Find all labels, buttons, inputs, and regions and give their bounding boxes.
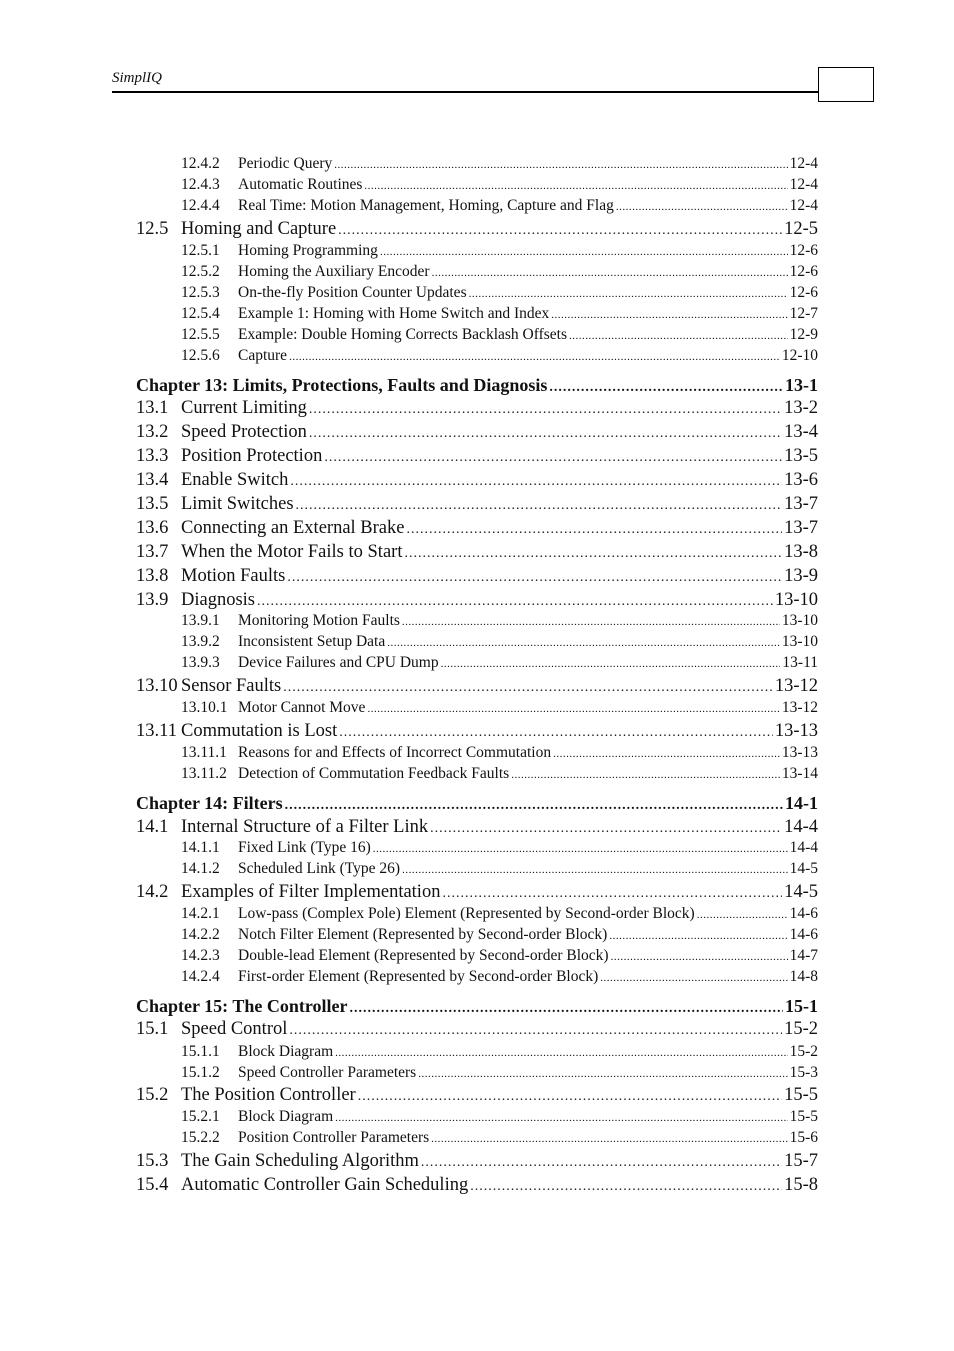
toc-entry-page: 12-9 bbox=[789, 326, 818, 343]
toc-entry-page: 13-13 bbox=[774, 721, 818, 741]
toc-entry-page: 13-8 bbox=[784, 542, 818, 562]
toc-entry-title: Double-lead Element (Represented by Second-order Block) bbox=[238, 947, 609, 964]
dot-leader bbox=[441, 658, 781, 670]
dot-leader bbox=[387, 637, 780, 649]
dot-leader bbox=[257, 594, 773, 610]
toc-entry-number: 13.11 bbox=[136, 721, 177, 741]
toc-entry[interactable] bbox=[181, 242, 818, 260]
toc-entry-page: 15-7 bbox=[784, 1151, 818, 1171]
toc-entry[interactable] bbox=[181, 1129, 818, 1147]
dot-leader bbox=[553, 748, 780, 760]
header-title: SimplIQ bbox=[112, 70, 162, 86]
toc-entry[interactable] bbox=[181, 347, 818, 365]
toc-entry-title: Detection of Commutation Feedback Faults bbox=[238, 765, 510, 782]
toc-entry[interactable] bbox=[136, 882, 818, 903]
dot-leader bbox=[430, 821, 782, 837]
toc-entry-title: Reasons for and Effects of Incorrect Commutation bbox=[238, 744, 552, 761]
toc-entry-title: Scheduled Link (Type 26) bbox=[238, 860, 401, 877]
dot-leader bbox=[290, 474, 782, 490]
toc-entry[interactable] bbox=[181, 155, 818, 173]
toc-entry-page: 12-4 bbox=[789, 155, 818, 172]
dot-leader bbox=[402, 864, 788, 876]
toc-entry-title: Internal Structure of a Filter Link bbox=[181, 817, 429, 837]
toc-entry-number: 15.1 bbox=[136, 1019, 169, 1039]
toc-entry-page: 12-4 bbox=[789, 176, 818, 193]
toc-entry-page: 13-5 bbox=[784, 446, 818, 466]
toc-entry-page: 15-8 bbox=[784, 1175, 818, 1195]
toc-entry-number: 13.11.1 bbox=[181, 744, 227, 761]
toc-entry-page: 12-7 bbox=[789, 305, 818, 322]
toc-entry-page: 13-14 bbox=[781, 765, 818, 782]
toc-entry[interactable] bbox=[181, 305, 818, 323]
toc-entry-number: 15.2.2 bbox=[181, 1129, 220, 1146]
toc-entry-title: Speed Controller Parameters bbox=[238, 1064, 417, 1081]
toc-entry-title: Examples of Filter Implementation bbox=[181, 882, 441, 902]
toc-entry-title: Commutation is Lost bbox=[181, 721, 338, 741]
dot-leader bbox=[335, 1112, 787, 1124]
toc-entry[interactable] bbox=[136, 446, 818, 467]
toc-entry-page: 13-7 bbox=[784, 518, 818, 538]
toc-entry[interactable] bbox=[136, 398, 818, 419]
dot-leader bbox=[334, 159, 787, 171]
toc-entry-page: 14-6 bbox=[789, 905, 818, 922]
toc-entry-number: 13.9.1 bbox=[181, 612, 220, 629]
toc-entry[interactable] bbox=[136, 422, 818, 443]
dot-leader bbox=[551, 309, 787, 321]
dot-leader bbox=[339, 725, 773, 741]
toc-entry[interactable] bbox=[181, 860, 818, 878]
toc-entry-title: Periodic Query bbox=[238, 155, 333, 172]
toc-entry[interactable] bbox=[181, 1043, 818, 1061]
toc-entry-title: Chapter 15: The Controller bbox=[136, 996, 348, 1016]
toc-entry-title: Position Controller Parameters bbox=[238, 1129, 430, 1146]
toc-entry-number: 12.5.3 bbox=[181, 284, 220, 301]
toc-entry-number: 13.5 bbox=[136, 494, 169, 514]
toc-entry-number: 14.1.2 bbox=[181, 860, 220, 877]
toc-entry[interactable] bbox=[181, 744, 818, 762]
toc-entry[interactable] bbox=[136, 721, 818, 742]
toc-entry-number: 15.2 bbox=[136, 1085, 169, 1105]
toc-entry-title: The Gain Scheduling Algorithm bbox=[181, 1151, 419, 1171]
toc-entry-page: 13-9 bbox=[784, 566, 818, 586]
toc-entry-number: 12.4.3 bbox=[181, 176, 220, 193]
toc-entry-page: 15-5 bbox=[789, 1108, 818, 1125]
toc-entry-number: 14.2.3 bbox=[181, 947, 220, 964]
toc-entry-page: 14-8 bbox=[789, 968, 818, 985]
toc-entry-page: 12-6 bbox=[789, 263, 818, 280]
toc-entry-page: 14-4 bbox=[784, 817, 818, 837]
dot-leader bbox=[309, 426, 782, 442]
dot-leader bbox=[616, 201, 788, 213]
toc-entry[interactable] bbox=[136, 817, 818, 838]
dot-leader bbox=[364, 180, 787, 192]
toc-entry[interactable] bbox=[136, 518, 818, 539]
toc-entry-title: Diagnosis bbox=[181, 590, 255, 610]
dot-leader bbox=[283, 680, 773, 696]
toc-entry-number: 13.4 bbox=[136, 470, 169, 490]
toc-entry-number: 13.9.3 bbox=[181, 654, 220, 671]
toc-entry-number: 12.5 bbox=[136, 219, 169, 239]
toc-entry-page: 12-6 bbox=[789, 284, 818, 301]
toc-entry[interactable] bbox=[181, 968, 818, 986]
toc-entry-title: Chapter 14: Filters bbox=[136, 793, 283, 813]
toc-entry[interactable] bbox=[136, 676, 818, 697]
toc-entry-title: On-the-fly Position Counter Updates bbox=[238, 284, 467, 301]
toc-entry-title: Sensor Faults bbox=[181, 676, 282, 696]
dot-leader bbox=[338, 223, 782, 239]
toc-entry-title: Automatic Controller Gain Scheduling bbox=[181, 1175, 469, 1195]
toc-entry[interactable] bbox=[181, 765, 818, 783]
toc-entry-title: Enable Switch bbox=[181, 470, 289, 490]
toc-entry-number: 13.8 bbox=[136, 566, 169, 586]
toc-entry[interactable] bbox=[181, 947, 818, 965]
dot-leader bbox=[350, 1001, 784, 1017]
dot-leader bbox=[287, 570, 782, 586]
toc-entry-number: 12.5.1 bbox=[181, 242, 220, 259]
toc-entry-title: Device Failures and CPU Dump bbox=[238, 654, 439, 671]
toc-entry-number: 13.10 bbox=[136, 676, 178, 696]
toc-entry-title: Capture bbox=[238, 347, 288, 364]
dot-leader bbox=[285, 798, 783, 814]
toc-entry-page: 14-5 bbox=[784, 882, 818, 902]
toc-entry-number: 12.4.2 bbox=[181, 155, 220, 172]
toc-entry[interactable] bbox=[181, 926, 818, 944]
dot-leader bbox=[470, 1179, 782, 1195]
toc-entry-page: 15-3 bbox=[789, 1064, 818, 1081]
toc-entry-title: First-order Element (Represented by Second-order Block) bbox=[238, 968, 599, 985]
toc-entry-number: 13.3 bbox=[136, 446, 169, 466]
toc-entry-title: Monitoring Motion Faults bbox=[238, 612, 400, 629]
toc-entry-page: 12-4 bbox=[789, 197, 818, 214]
toc-entry[interactable] bbox=[136, 566, 818, 587]
toc-entry-title: Position Protection bbox=[181, 446, 323, 466]
toc-entry-title: Speed Control bbox=[181, 1019, 288, 1039]
toc-entry-page: 12-5 bbox=[784, 219, 818, 239]
toc-entry-title: Notch Filter Element (Represented by Second-order Block) bbox=[238, 926, 608, 943]
dot-leader bbox=[611, 951, 788, 963]
toc-entry-page: 13-10 bbox=[781, 612, 818, 629]
dot-leader bbox=[421, 1155, 782, 1171]
toc-entry-page: 15-5 bbox=[784, 1085, 818, 1105]
toc-entry[interactable] bbox=[181, 263, 818, 281]
toc-entry[interactable] bbox=[181, 905, 818, 923]
dot-leader bbox=[569, 330, 788, 342]
toc-entry-number: 14.2.1 bbox=[181, 905, 220, 922]
toc-entry-number: 15.2.1 bbox=[181, 1108, 220, 1125]
toc-entry[interactable] bbox=[136, 470, 818, 491]
toc-entry[interactable] bbox=[136, 542, 818, 563]
toc-entry[interactable] bbox=[181, 176, 818, 194]
toc-entry[interactable] bbox=[181, 284, 818, 302]
toc-entry-number: 12.4.4 bbox=[181, 197, 220, 214]
toc-entry-page: 13-12 bbox=[781, 699, 818, 716]
dot-leader bbox=[549, 380, 783, 396]
dot-leader bbox=[697, 909, 788, 921]
toc-entry-page: 15-1 bbox=[785, 996, 818, 1016]
toc-entry[interactable] bbox=[181, 633, 818, 651]
toc-entry[interactable] bbox=[181, 654, 818, 672]
dot-leader bbox=[418, 1068, 787, 1080]
toc-entry-page: 15-2 bbox=[789, 1043, 818, 1060]
toc-entry-page: 12-6 bbox=[789, 242, 818, 259]
toc-entry-title: Homing and Capture bbox=[181, 219, 337, 239]
toc-entry-title: When the Motor Fails to Start bbox=[181, 542, 403, 562]
toc-entry-number: 13.11.2 bbox=[181, 765, 227, 782]
toc-entry[interactable] bbox=[136, 1085, 818, 1106]
toc-entry-number: 13.9.2 bbox=[181, 633, 220, 650]
toc-entry[interactable] bbox=[136, 590, 818, 611]
toc-entry-page: 12-10 bbox=[781, 347, 818, 364]
dot-leader bbox=[402, 616, 780, 628]
toc-entry-number: 13.6 bbox=[136, 518, 169, 538]
toc-entry[interactable] bbox=[136, 494, 818, 515]
dot-leader bbox=[380, 246, 788, 258]
toc-entry[interactable] bbox=[136, 1175, 818, 1196]
toc-entry-title: Homing the Auxiliary Encoder bbox=[238, 263, 430, 280]
dot-leader bbox=[432, 267, 788, 279]
toc-entry-page: 13-13 bbox=[781, 744, 818, 761]
dot-leader bbox=[600, 972, 787, 984]
toc-entry[interactable] bbox=[181, 839, 818, 857]
dot-leader bbox=[289, 1023, 782, 1039]
toc-entry-page: 13-7 bbox=[784, 494, 818, 514]
toc-entry-title: Block Diagram bbox=[238, 1108, 334, 1125]
toc-entry[interactable] bbox=[136, 219, 818, 240]
toc-entry-title: Homing Programming bbox=[238, 242, 378, 259]
toc-entry-title: Speed Protection bbox=[181, 422, 307, 442]
toc-entry-title: Example: Double Homing Corrects Backlash Offsets bbox=[238, 326, 568, 343]
toc-entry-number: 13.1 bbox=[136, 398, 169, 418]
dot-leader bbox=[442, 886, 782, 902]
toc-entry[interactable] bbox=[181, 1108, 818, 1126]
dot-leader bbox=[309, 402, 782, 418]
toc-entry-page: 13-4 bbox=[784, 422, 818, 442]
toc-entry-number: 13.7 bbox=[136, 542, 169, 562]
dot-leader bbox=[367, 703, 779, 715]
toc-entry-page: 13-10 bbox=[781, 633, 818, 650]
toc-entry-title: Automatic Routines bbox=[238, 176, 363, 193]
toc-entry-page: 14-6 bbox=[789, 926, 818, 943]
toc-entry-page: 14-5 bbox=[789, 860, 818, 877]
toc-entry-title: Connecting an External Brake bbox=[181, 518, 405, 538]
toc-entry-page: 13-10 bbox=[774, 590, 818, 610]
toc-entry-page: 14-4 bbox=[789, 839, 818, 856]
toc-entry-title: Example 1: Homing with Home Switch and Index bbox=[238, 305, 550, 322]
toc-entry[interactable] bbox=[181, 197, 818, 215]
toc-entry-page: 13-2 bbox=[784, 398, 818, 418]
toc-entry-number: 14.2 bbox=[136, 882, 169, 902]
toc-entry-title: The Position Controller bbox=[181, 1085, 356, 1105]
toc-entry-number: 12.5.2 bbox=[181, 263, 220, 280]
toc-entry-number: 15.4 bbox=[136, 1175, 169, 1195]
toc-entry[interactable] bbox=[181, 612, 818, 630]
toc-entry[interactable] bbox=[136, 1019, 818, 1040]
toc-entry-number: 12.5.6 bbox=[181, 347, 220, 364]
dot-leader bbox=[335, 1047, 787, 1059]
toc-entry-title: Low-pass (Complex Pole) Element (Represented by Second-order Block) bbox=[238, 905, 695, 922]
toc-entry-number: 13.9 bbox=[136, 590, 169, 610]
toc-entry-title: Motion Faults bbox=[181, 566, 286, 586]
toc-entry-number: 14.2.2 bbox=[181, 926, 220, 943]
toc-entry-page: 14-1 bbox=[785, 793, 818, 813]
toc-entry-number: 14.1 bbox=[136, 817, 169, 837]
toc-entry-title: Limit Switches bbox=[181, 494, 294, 514]
toc-entry-number: 13.2 bbox=[136, 422, 169, 442]
dot-leader bbox=[289, 351, 780, 363]
dot-leader bbox=[469, 288, 788, 300]
toc-entry-number: 15.3 bbox=[136, 1151, 169, 1171]
toc-entry-number: 15.1.2 bbox=[181, 1064, 220, 1081]
toc-entry-title: Motor Cannot Move bbox=[238, 699, 366, 716]
dot-leader bbox=[406, 522, 782, 538]
toc-entry-page: 15-6 bbox=[789, 1129, 818, 1146]
toc-entry-title: Block Diagram bbox=[238, 1043, 334, 1060]
toc-entry-title: Real Time: Motion Management, Homing, Capture and Flag bbox=[238, 197, 614, 214]
dot-leader bbox=[404, 546, 782, 562]
dot-leader bbox=[358, 1089, 782, 1105]
dot-leader bbox=[431, 1133, 787, 1145]
toc-entry-number: 12.5.5 bbox=[181, 326, 220, 343]
toc-entry-page: 13-1 bbox=[785, 375, 818, 395]
toc-entry[interactable] bbox=[181, 1064, 818, 1082]
toc-entry[interactable] bbox=[136, 996, 818, 1017]
toc-entry-number: 14.1.1 bbox=[181, 839, 220, 856]
toc-entry-number: 15.1.1 bbox=[181, 1043, 220, 1060]
toc-entry-title: Current Limiting bbox=[181, 398, 307, 418]
toc-entry-page: 13-6 bbox=[784, 470, 818, 490]
toc-entry-page: 13-12 bbox=[774, 676, 818, 696]
toc-entry[interactable] bbox=[181, 699, 818, 717]
toc-entry[interactable] bbox=[136, 375, 818, 396]
toc-entry-number: 12.5.4 bbox=[181, 305, 220, 322]
dot-leader bbox=[609, 930, 787, 942]
dot-leader bbox=[296, 498, 783, 514]
toc-entry-title: Inconsistent Setup Data bbox=[238, 633, 386, 650]
toc-entry-page: 14-7 bbox=[789, 947, 818, 964]
toc-entry-page: 15-2 bbox=[784, 1019, 818, 1039]
toc-entry[interactable] bbox=[136, 1151, 818, 1172]
dot-leader bbox=[373, 843, 788, 855]
toc-entry-title: Chapter 13: Limits, Protections, Faults and Diagnosis bbox=[136, 375, 548, 395]
toc-entry-page: 13-11 bbox=[782, 654, 818, 671]
dot-leader bbox=[511, 769, 780, 781]
toc-entry-number: 14.2.4 bbox=[181, 968, 220, 985]
toc-entry[interactable] bbox=[136, 793, 818, 814]
toc-entry-number: 13.10.1 bbox=[181, 699, 228, 716]
toc-entry-title: Fixed Link (Type 16) bbox=[238, 839, 371, 856]
toc-entry[interactable] bbox=[181, 326, 818, 344]
dot-leader bbox=[324, 450, 782, 466]
